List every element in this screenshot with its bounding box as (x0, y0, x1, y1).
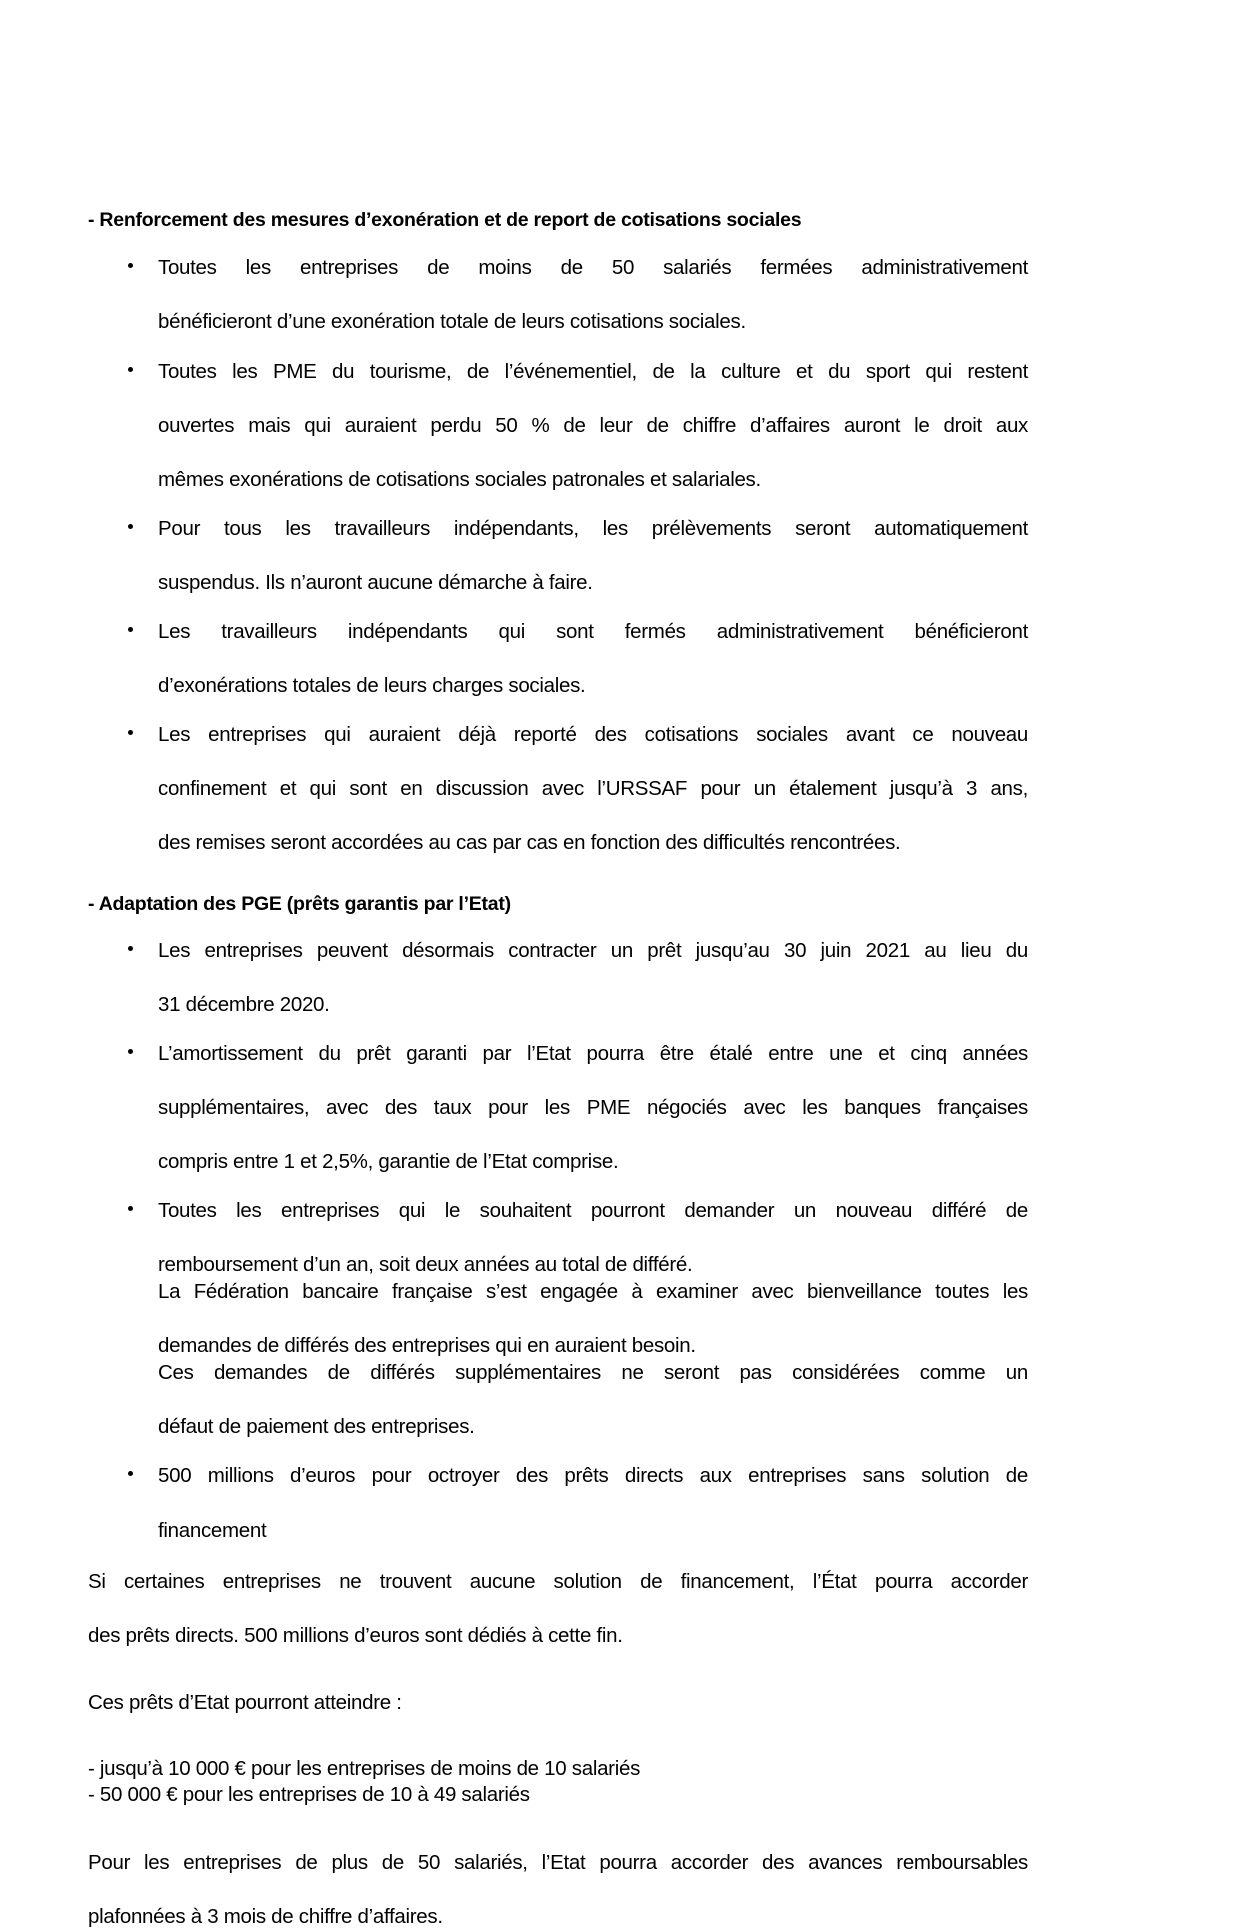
bullet-dot-icon (128, 627, 133, 632)
bullet-line: Toutes les entreprises qui le souhaitent pourront demander un nouveau différé de (158, 1199, 1028, 1223)
section-heading-pge: - Adaptation des PGE (prêts garantis par l’Etat) (88, 893, 511, 916)
bullet-line-last: remboursement d’un an, soit deux années au total de différé. (158, 1253, 693, 1277)
bullet-line: Toutes les entreprises de moins de 50 salariés fermées administrativement (158, 256, 1028, 280)
bullet-dot-icon (128, 1049, 133, 1054)
list-item (88, 1040, 1028, 1175)
bullet-line-last: suspendus. Ils n’auront aucune démarche à faire. (158, 570, 593, 594)
paragraph-spacer (88, 1649, 1028, 1689)
list-item (88, 1197, 1028, 1440)
paragraph-line: Si certaines entreprises ne trouvent aucune solution de financement, l’État pourra accorder (88, 1569, 1028, 1593)
paragraph-line-last: plafonnées à 3 mois de chiffre d’affaires. (88, 1905, 443, 1929)
bullet-line: Les travailleurs indépendants qui sont fermés administrativement bénéficieront (158, 619, 1028, 643)
list-item (88, 1462, 1028, 1543)
amount-line: - jusqu’à 10 000 € pour les entreprises de moins de 10 salariés (88, 1756, 641, 1780)
bullet-line-last: compris entre 1 et 2,5%, garantie de l’Etat comprise. (158, 1149, 619, 1173)
bullet-line-last: défaut de paiement des entreprises. (158, 1415, 475, 1439)
bullet-dot-icon (128, 1206, 133, 1211)
document-body (88, 208, 1028, 1930)
paragraph-line: Pour les entreprises de plus de 50 salariés, l’Etat pourra accorder des avances remboursables (88, 1851, 1028, 1875)
bullet-line: 500 millions d’euros pour octroyer des prêts directs aux entreprises sans solution de (158, 1464, 1028, 1488)
bullet-line-last: 31 décembre 2020. (158, 992, 330, 1016)
bullet-dot-icon (128, 730, 133, 735)
bullet-line-last: demandes de différés des entreprises qui en auraient besoin. (158, 1334, 696, 1358)
bullet-dot-icon (128, 367, 133, 372)
bullet-line: La Fédération bancaire française s’est engagée à examiner avec bienveillance toutes les (158, 1280, 1028, 1304)
list-item (88, 515, 1028, 596)
bullet-line-last: bénéficieront d’une exonération totale de leurs cotisations sociales. (158, 310, 746, 334)
list-item (88, 358, 1028, 493)
section-heading-cotisations: - Renforcement des mesures d’exonération et de report de cotisations sociales (88, 209, 802, 231)
bullet-line: Ces demandes de différés supplémentaires ne seront pas considérées comme un (158, 1361, 1028, 1385)
bullet-line: Pour tous les travailleurs indépendants, les prélèvements seront automatiquement (158, 516, 1028, 540)
bullet-dot-icon (128, 1471, 133, 1476)
bullet-dot-icon (128, 524, 133, 529)
paragraph-spacer (88, 1716, 1028, 1756)
bullet-list-cotisations (88, 254, 1028, 856)
closing-intro-line: Ces prêts d’Etat pourront atteindre : (88, 1690, 402, 1714)
list-item (88, 937, 1028, 1018)
list-item (88, 721, 1028, 856)
bullet-line: confinement et qui sont en discussion avec l’URSSAF pour un étalement jusqu’à 3 ans, (158, 777, 1028, 801)
bullet-line: L’amortissement du prêt garanti par l’Etat pourra être étalé entre une et cinq années (158, 1041, 1028, 1065)
bullet-line: ouvertes mais qui auraient perdu 50 % de leur de chiffre d’affaires auront le droit aux (158, 413, 1028, 437)
paragraph-spacer (88, 1809, 1028, 1849)
bullet-line-last: financement (158, 1518, 267, 1542)
bullet-line-last: des remises seront accordées au cas par cas en fonction des difficultés rencontrées. (158, 831, 901, 855)
amount-list (88, 1756, 1028, 1809)
closing-paragraph-direct-loans (88, 1568, 1028, 1649)
bullet-dot-icon (128, 946, 133, 951)
bullet-line-last: mêmes exonérations de cotisations sociales patronales et salariales. (158, 467, 761, 491)
bullet-dot-icon (128, 263, 133, 268)
amount-line: - 50 000 € pour les entreprises de 10 à 49 salariés (88, 1783, 530, 1807)
bullet-line: supplémentaires, avec des taux pour les PME négociés avec les banques françaises (158, 1095, 1028, 1119)
paragraph-line-last: des prêts directs. 500 millions d’euros sont dédiés à cette fin. (88, 1623, 623, 1647)
closing-paragraph-advances (88, 1849, 1028, 1930)
bullet-line-last: d’exonérations totales de leurs charges sociales. (158, 673, 586, 697)
list-item (88, 618, 1028, 699)
bullet-line: Les entreprises qui auraient déjà reporté des cotisations sociales avant ce nouveau (158, 723, 1028, 747)
bullet-list-pge (88, 937, 1028, 1544)
list-item (88, 254, 1028, 335)
bullet-line: Les entreprises peuvent désormais contracter un prêt jusqu’au 30 juin 2021 au lieu du (158, 938, 1028, 962)
bullet-line: Toutes les PME du tourisme, de l’événementiel, de la culture et du sport qui restent (158, 359, 1028, 383)
